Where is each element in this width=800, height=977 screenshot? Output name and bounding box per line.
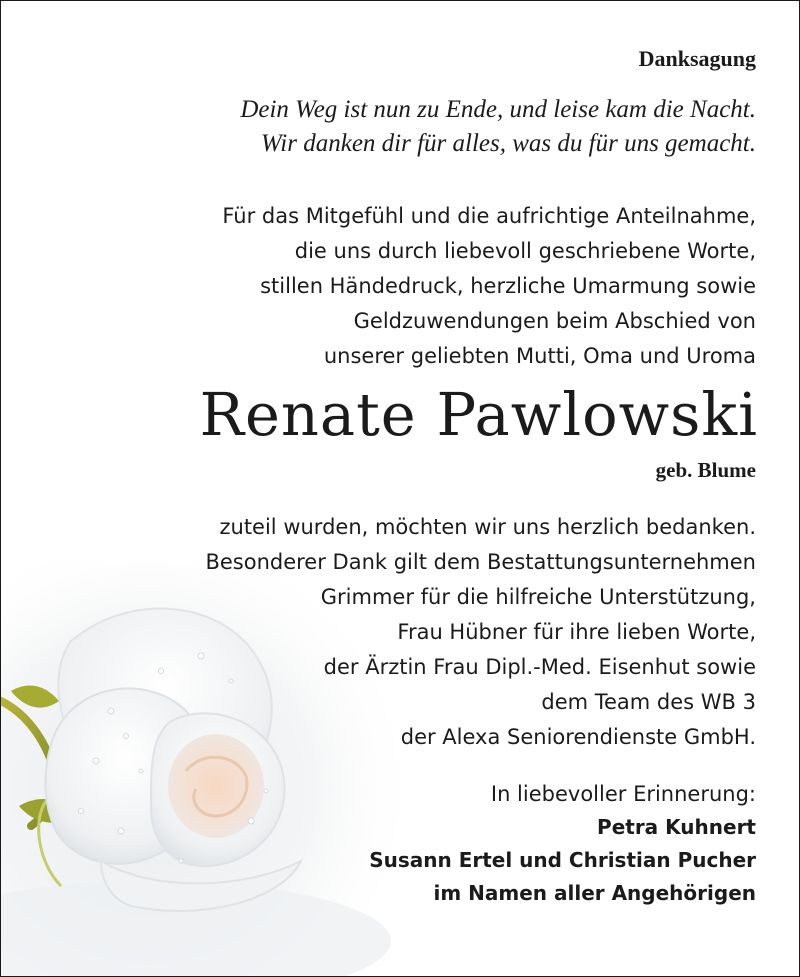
intro-text	[41, 199, 756, 374]
thanks-line: Besonderer Dank gilt dem Bestattungsunternehmen	[205, 550, 756, 574]
signer: Susann Ertel und Christian Pucher	[369, 848, 756, 872]
intro-line: Für das Mitgefühl und die aufrichtige Anteilnahme,	[222, 204, 756, 228]
signer: im Namen aller Angehörigen	[433, 881, 756, 905]
signers-block	[41, 811, 756, 910]
thanks-line: der Alexa Seniorendienste GmbH.	[400, 725, 756, 749]
thanks-line: Grimmer für die hilfreiche Unterstützung,	[320, 585, 756, 609]
verse-line: Dein Weg ist nun zu Ende, und leise kam die Nacht.	[240, 96, 756, 123]
thanks-line: der Ärztin Frau Dipl.-Med. Eisenhut sowie	[323, 655, 756, 679]
poem-verse	[41, 93, 756, 161]
closing-line: In liebevoller Erinnerung:	[490, 782, 756, 806]
verse-line: Wir danken dir für alles, was du für uns gemacht.	[260, 130, 756, 157]
notice-heading: Danksagung	[638, 46, 756, 71]
intro-line: unserer geliebten Mutti, Oma und Uroma	[323, 344, 756, 368]
deceased-name: Renate Pawlowski	[199, 380, 758, 449]
notice-content	[41, 45, 756, 910]
thanks-line: Frau Hübner für ihre lieben Worte,	[397, 620, 756, 644]
thanks-line: zuteil wurden, möchten wir uns herzlich bedanken.	[219, 515, 756, 539]
signer: Petra Kuhnert	[597, 815, 756, 839]
intro-line: Geldzuwendungen beim Abschied von	[353, 309, 756, 333]
intro-line: stillen Händedruck, herzliche Umarmung sowie	[260, 274, 756, 298]
thanks-text	[41, 510, 756, 755]
intro-line: die uns durch liebevoll geschriebene Worte,	[294, 239, 756, 263]
birth-name: geb. Blume	[655, 458, 756, 482]
thanks-line: dem Team des WB 3	[541, 690, 756, 714]
